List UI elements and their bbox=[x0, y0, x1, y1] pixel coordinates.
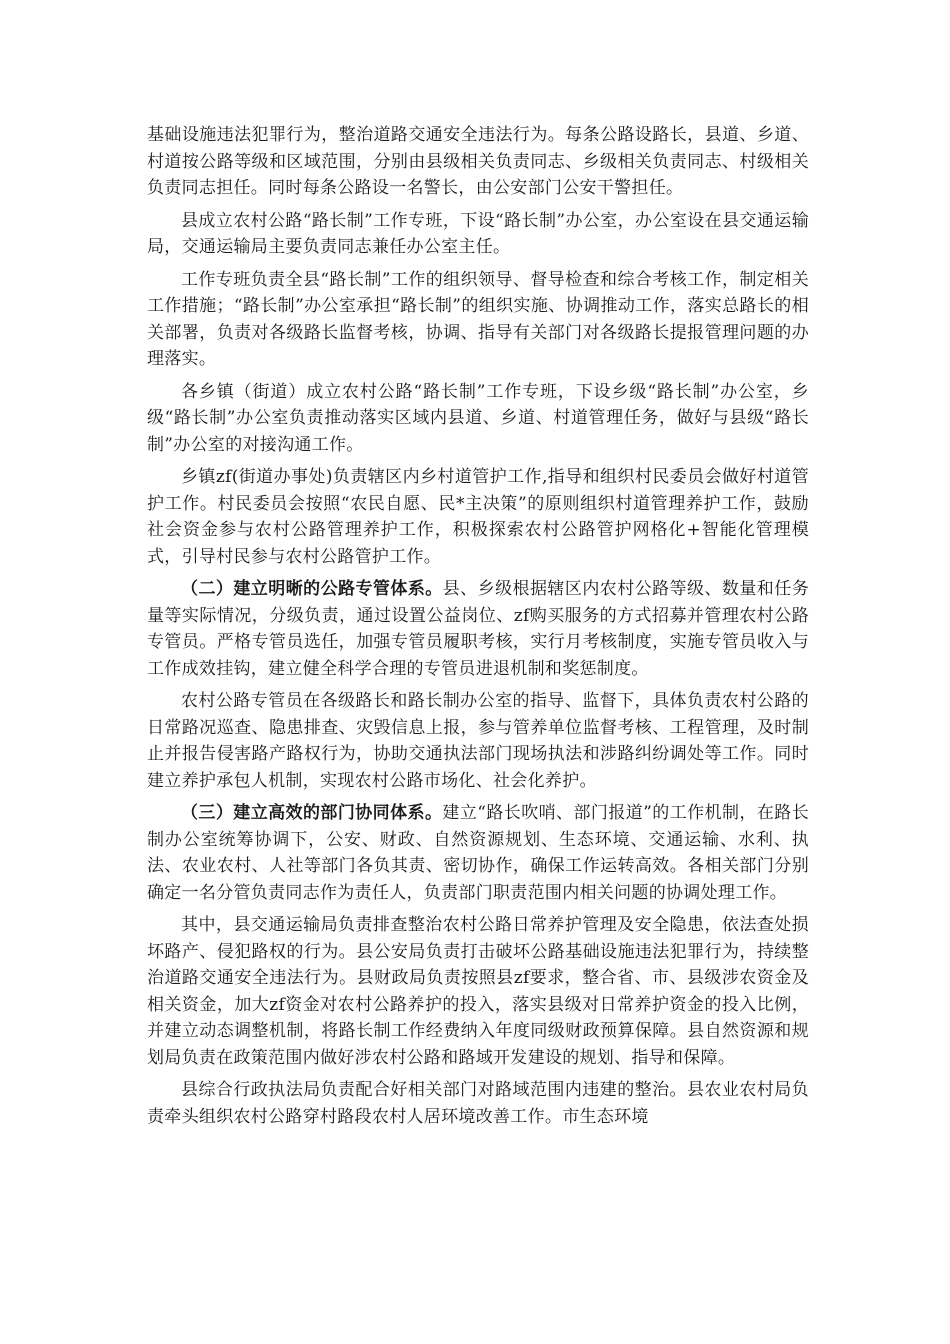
paragraph-6-text: 县、乡级根据辖区内农村公路等级、数量和任务量等实际情况，分级负责，通过设置公益岗位、zf购买服务的方式招募并管理农村公路专管员。严格专管员选任，加强专管员履职考核，实行月考核制度，实施专管员收入与工作成效挂钩，建立健全科学合理的专管员进退机制和奖惩制度。 bbox=[147, 579, 809, 679]
paragraph-9 bbox=[147, 912, 809, 1071]
paragraph-10-text: 县综合行政执法局负责配合好相关部门对路域范围内违建的整治。县农业农村局负责牵头组织农村公路穿村路段农村人居环境改善工作。市生态环境 bbox=[147, 1080, 809, 1127]
paragraph-3 bbox=[147, 267, 809, 373]
paragraph-2-text: 县成立农村公路“路长制”工作专班，下设“路长制”办公室，办公室设在县交通运输局，交通运输局主要负责同志兼任办公室主任。 bbox=[147, 210, 809, 257]
paragraph-1 bbox=[147, 122, 809, 202]
paragraph-5 bbox=[147, 464, 809, 570]
paragraph-7-text: 农村公路专管员在各级路长和路长制办公室的指导、监督下，具体负责农村公路的日常路况巡查、隐患排查、灾毁信息上报，参与管养单位监督考核、工程管理，及时制止并报告侵害路产路权行为，协助交通执法部门现场执法和涉路纠纷调处等工作。同时建立养护承包人机制，实现农村公路市场化、社会化养护。 bbox=[147, 691, 809, 791]
paragraph-10 bbox=[147, 1077, 809, 1130]
section-heading-3: （三）建立高效的部门协同体系。 bbox=[181, 803, 443, 823]
paragraph-1-text: 基础设施违法犯罪行为，整治道路交通安全违法行为。每条公路设路长，县道、乡道、村道按公路等级和区域范围，分别由县级相关负责同志、乡级相关负责同志、村级相关负责同志担任。同时每条公路设一名警长，由公安部门公安干警担任。 bbox=[147, 125, 809, 198]
paragraph-5-text: 乡镇zf(街道办事处)负责辖区内乡村道管护工作,指导和组织村民委员会做好村道管护工作。村民委员会按照“农民自愿、民*主决策”的原则组织村道管理养护工作，鼓励社会资金参与农村公路管理养护工作，积极探索农村公路管护网格化+智能化管理模式，引导村民参与农村公路管护工作。 bbox=[147, 467, 809, 567]
paragraph-4 bbox=[147, 379, 809, 459]
paragraph-9-text: 其中，县交通运输局负责排查整治农村公路日常养护管理及安全隐患，依法查处损坏路产、侵犯路权的行为。县公安局负责打击破坏公路基础设施违法犯罪行为，持续整治道路交通安全违法行为。县财政局负责按照县zf要求，整合省、市、县级涉农资金及相关资金，加大zf资金对农村公路养护的投入，落实县级对日常养护资金的投入比例，并建立动态调整机制，将路长制工作经费纳入年度同级财政预算保障。县自然资源和规划局负责在政策范围内做好涉农村公路和路域开发建设的规划、指导和保障。 bbox=[147, 915, 809, 1068]
paragraph-7 bbox=[147, 688, 809, 794]
paragraph-6 bbox=[147, 576, 809, 682]
section-heading-2: （二）建立明晰的公路专管体系。 bbox=[181, 579, 443, 599]
paragraph-8-text: 建立“路长吹哨、部门报道”的工作机制，在路长制办公室统筹协调下，公安、财政、自然资源规划、生态环境、交通运输、水利、执法、农业农村、人社等部门各负其责、密切协作，确保工作运转高效。各相关部门分别确定一名分管负责同志作为责任人，负责部门职责范围内相关问题的协调处理工作。 bbox=[147, 803, 810, 903]
paragraph-8 bbox=[147, 800, 809, 906]
document-body bbox=[147, 122, 809, 1130]
paragraph-4-text: 各乡镇（街道）成立农村公路“路长制”工作专班，下设乡级“路长制”办公室，乡级“路长制”办公室负责推动落实区域内县道、乡道、村道管理任务，做好与县级“路长制”办公室的对接沟通工作。 bbox=[147, 381, 809, 455]
paragraph-2 bbox=[147, 208, 809, 261]
paragraph-3-text: 工作专班负责全县“路长制”工作的组织领导、督导检查和综合考核工作，制定相关工作措施；“路长制”办公室承担“路长制”的组织实施、协调推动工作，落实总路长的相关部署，负责对各级路长监督考核，协调、指导有关部门对各级路长提报管理问题的办理落实。 bbox=[147, 269, 809, 369]
